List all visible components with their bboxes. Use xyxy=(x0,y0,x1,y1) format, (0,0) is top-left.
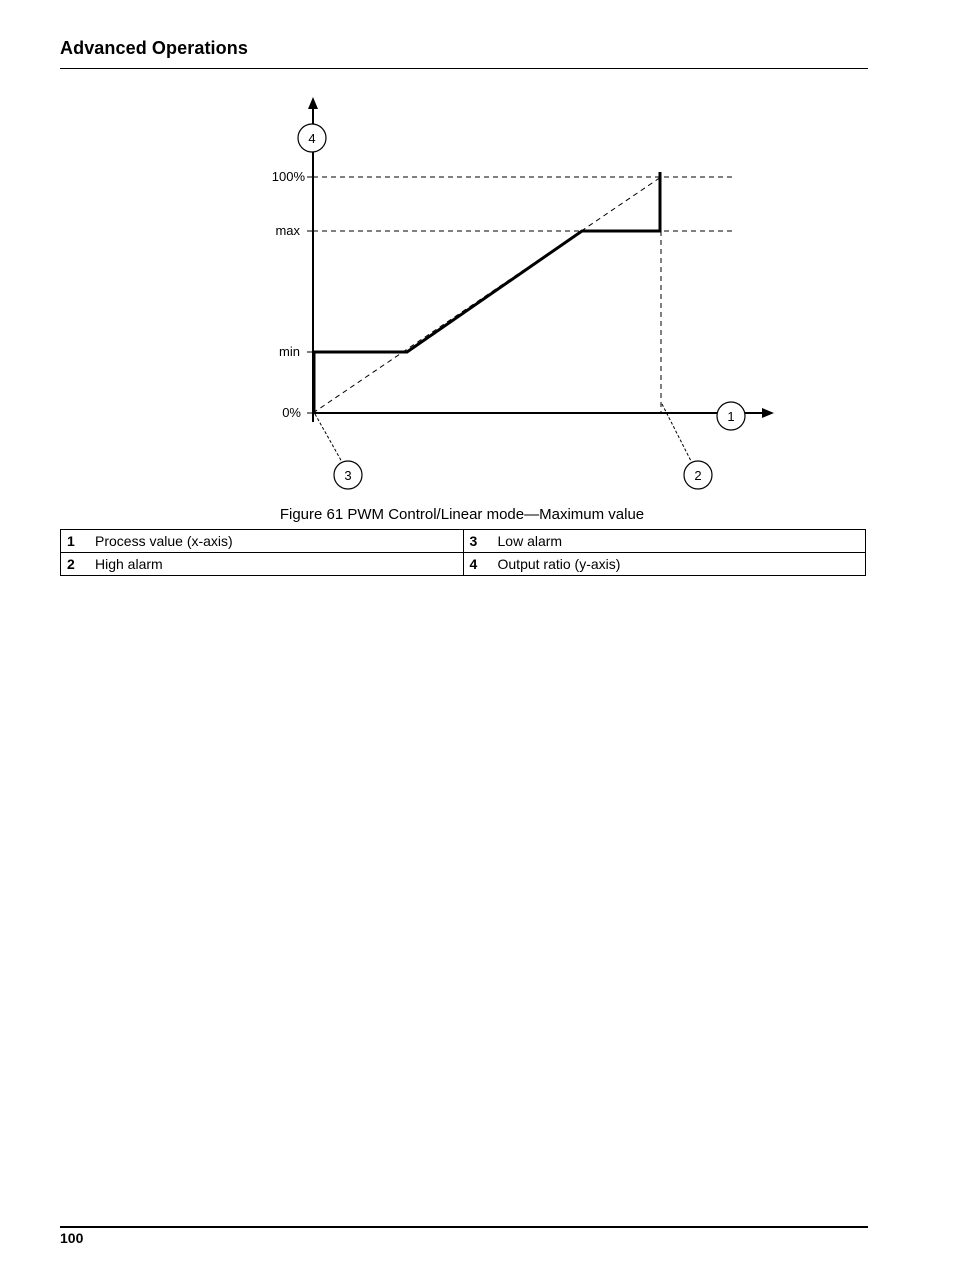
callout-4-label: 4 xyxy=(308,131,316,146)
ytick-label-max: max xyxy=(275,223,300,238)
footer-divider xyxy=(60,1226,868,1228)
legend-text: Low alarm xyxy=(497,533,563,549)
legend-text: Process value (x-axis) xyxy=(95,533,233,549)
ytick-label-100: 100% xyxy=(271,169,305,184)
legend-number: 1 xyxy=(67,533,75,549)
y-axis-arrowhead xyxy=(308,97,318,109)
legend-cell xyxy=(61,530,464,553)
legend-row xyxy=(61,530,866,553)
legend-cell xyxy=(61,553,464,576)
legend-text: High alarm xyxy=(95,556,163,572)
page-header-title: Advanced Operations xyxy=(60,38,248,58)
legend-number: 4 xyxy=(469,556,478,572)
ytick-label-0: 0% xyxy=(282,405,301,420)
page-number: 100 xyxy=(60,1230,84,1246)
legend-number: 2 xyxy=(67,556,75,572)
legend-row xyxy=(61,553,866,576)
legend-text: Output ratio (y-axis) xyxy=(497,556,621,572)
pwm-linear-chart xyxy=(0,0,954,500)
ytick-label-min: min xyxy=(279,344,300,359)
callout-2-label: 2 xyxy=(694,468,702,483)
legend-number: 3 xyxy=(469,533,478,549)
callout-3-leader xyxy=(315,414,342,462)
x-axis-arrowhead xyxy=(762,408,774,418)
callout-1-label: 1 xyxy=(727,409,735,424)
legend-cell xyxy=(463,553,866,576)
figure-legend-table xyxy=(60,529,866,576)
figure-caption: Figure 61 PWM Control/Linear mode—Maximum value xyxy=(279,506,645,523)
legend-cell xyxy=(463,530,866,553)
callout-3-label: 3 xyxy=(344,468,352,483)
